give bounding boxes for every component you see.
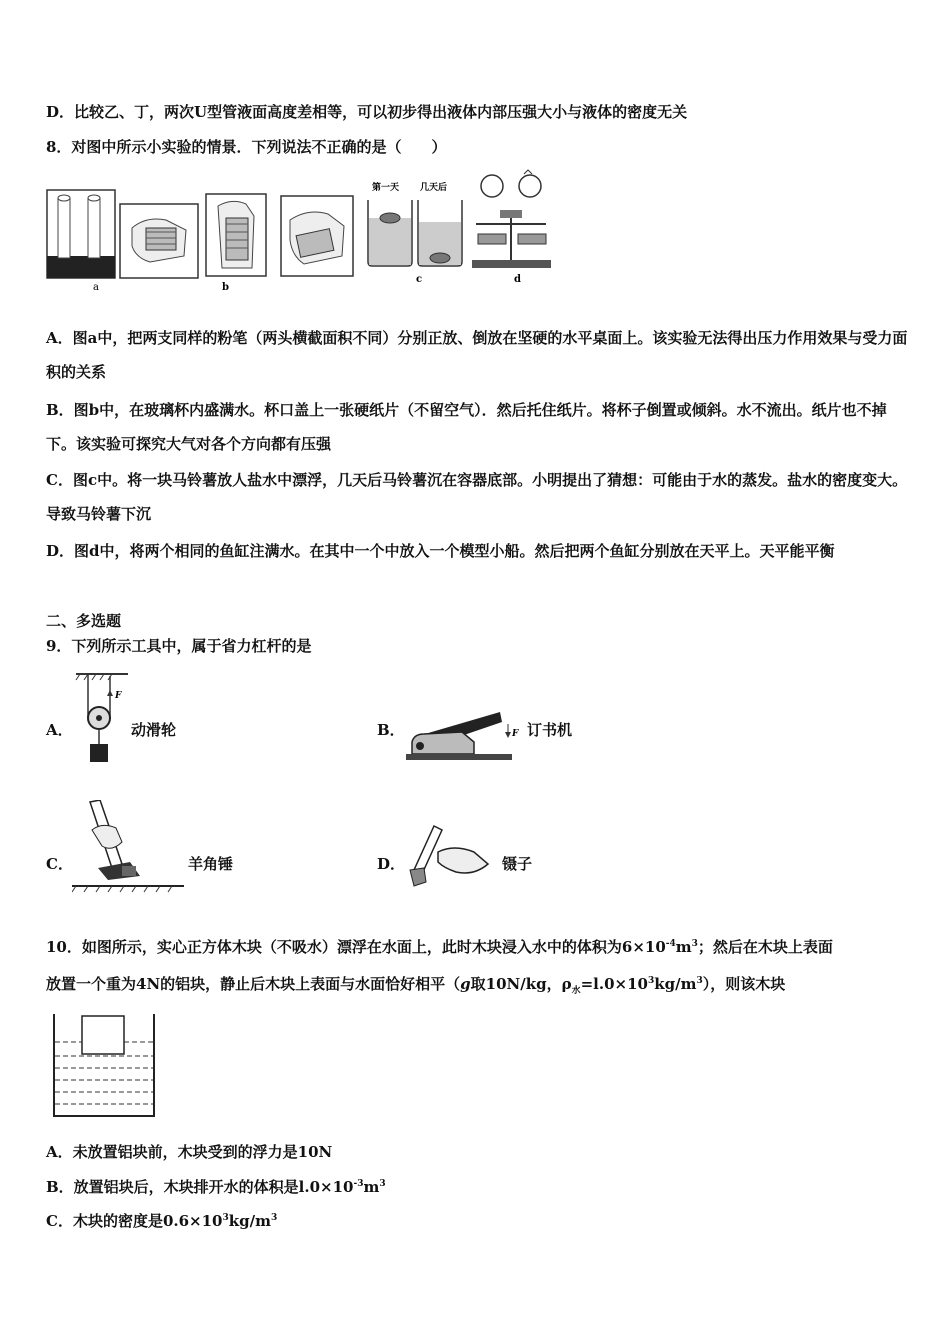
q8-stem: 8．对图中所示小实验的情景．下列说法不正确的是（ ） (46, 138, 447, 156)
stapler-force-label: F (512, 729, 519, 739)
force-label-f: F (115, 691, 122, 701)
q10-stem-g: g (460, 975, 471, 993)
q10-stem-unit-1: m (675, 938, 692, 956)
q10-option-c-exp: 3 (222, 1213, 229, 1223)
figure-label-later: 几天后 (420, 183, 448, 193)
q10-stem-text-4: 取10N/kg，ρ (470, 975, 572, 993)
q10-stem-text-6: ），则该木块 (702, 975, 786, 993)
q10-stem-text-3: 放置一个重为4N的铝块，静止后木块上表面与水面恰好相平（ (46, 975, 461, 993)
q10-stem-water-sub: 水 (571, 986, 581, 996)
q10-option-c-unit: kg/m (228, 1212, 271, 1230)
section-heading-multiple-choice: 二、多选题 (46, 612, 122, 630)
tweezers-figure (404, 822, 496, 892)
q10-container-figure (50, 1012, 160, 1118)
q10-stem-exp-4: 3 (696, 976, 703, 986)
movable-pulley-figure (74, 672, 130, 770)
q8-option-d: D．图d中，将两个相同的鱼缸注满水。在其中一个中放入一个模型小船。然后把两个鱼缸分别放在天平上。天平能平衡 (46, 542, 835, 560)
q10-option-a: A．未放置铝块前，木块受到的浮力是10N (46, 1143, 333, 1161)
q10-option-b-text: B．放置铝块后，木块排开水的体积是l.0×10 (46, 1178, 354, 1196)
q9-stem: 9．下列所示工具中，属于省力杠杆的是 (46, 637, 312, 655)
q9-option-c-text: 羊角锤 (188, 855, 234, 873)
q10-stem-exp-1: -4 (665, 939, 676, 949)
claw-hammer-figure (72, 800, 184, 900)
q9-option-c-letter: C． (46, 855, 73, 873)
q10-option-b-exp: -3 (353, 1179, 364, 1189)
q8-option-b: B．图b中，在玻璃杯内盛满水。杯口盖上一张硬纸片（不留空气）．然后托住纸片。将杯子倒置或倾斜。水不流出。纸片也不掉下。该实验可探究大气对各个方向都有压强 (46, 401, 887, 453)
q9-option-b-letter: B． (377, 721, 405, 739)
q8-figure (46, 168, 551, 298)
q10-option-c-text: C．木块的密度是0.6×10 (46, 1212, 223, 1230)
q10-option-c (46, 1211, 277, 1231)
q10-stem-text-2: ；然后在木块上表面 (697, 938, 833, 956)
figure-label-b: b (222, 282, 229, 293)
figure-label-c: c (416, 274, 423, 285)
q10-stem-exp-3: 3 (647, 976, 655, 986)
figure-label-day1: 第一天 (372, 183, 400, 193)
q9-option-a-letter: A． (46, 721, 73, 739)
q10-stem-line2 (46, 974, 785, 994)
q8-option-a: A．图a中，把两支同样的粉笔（两头横截面积不同）分别正放、倒放在坚硬的水平桌面上。该实验无法得出压力作用效果与受力面积的关系 (46, 329, 908, 381)
q7-option-d: D．比较乙、丁，两次U型管液面高度差相等，可以初步得出液体内部压强大小与液体的密度无关 (46, 103, 688, 121)
q10-option-c-exp2: 3 (270, 1213, 278, 1223)
figure-label-a: a (93, 282, 99, 293)
q10-stem-text-5: =l.0×10 (580, 975, 648, 993)
q9-option-d-letter: D． (377, 855, 406, 873)
q9-option-b-text: 订书机 (527, 721, 573, 739)
figure-label-d: d (514, 274, 521, 285)
q9-option-d-text: 镊子 (502, 855, 533, 873)
q10-stem-exp-2: 3 (691, 939, 698, 949)
q10-stem-unit-2: kg/m (654, 975, 697, 993)
q8-option-c: C．图c中。将一块马铃薯放人盐水中漂浮，几天后马铃薯沉在容器底部。小明提出了猜想：可能由于水的蒸发。盐水的密度变大。导致马铃薯下沉 (46, 471, 908, 523)
q10-stem-line1 (46, 937, 833, 957)
q10-stem-text-1: 10．如图所示，实心正方体木块（不吸水）漂浮在水面上，此时木块浸入水中的体积为6×10 (46, 938, 666, 956)
q9-option-a-text: 动滑轮 (131, 721, 177, 739)
q10-option-b-exp2: 3 (379, 1179, 386, 1189)
q10-option-b-unit: m (363, 1178, 380, 1196)
q10-option-b (46, 1177, 386, 1197)
stapler-figure (404, 698, 522, 768)
